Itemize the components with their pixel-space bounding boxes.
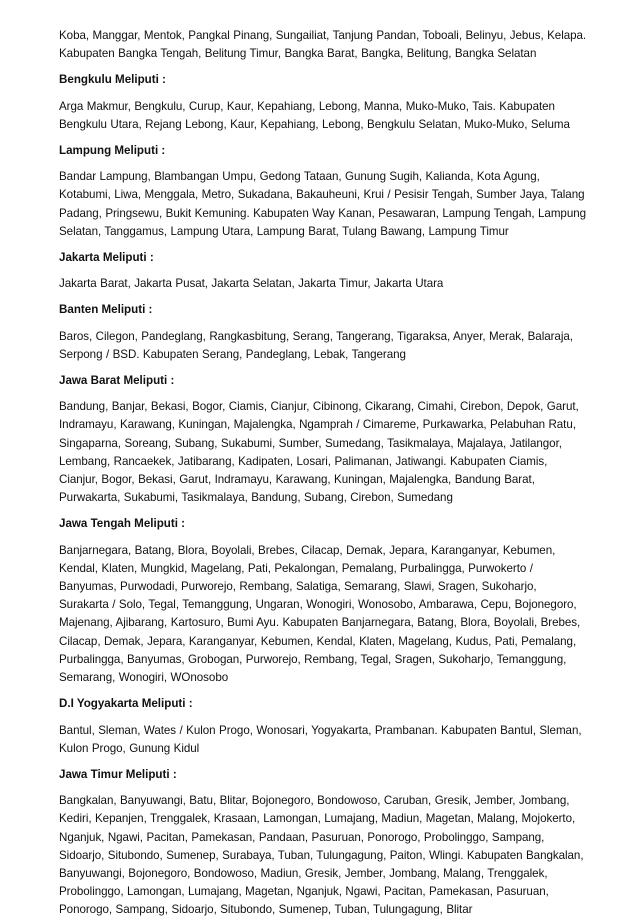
section-text-lampung: Bandar Lampung, Blambangan Umpu, Gedong Tataan, Gunung Sugih, Kalianda, Kota Agung, Kotabumi, Liwa, Menggala, Metro, Sukadana, Bakauheuni, Krui / Pesisir Tengah, Sumber Jaya, Talang Padang, Pringsewu, Bukit Kemuning. Kabupaten Way Kanan, Pesawaran, Lampung Tengah, Lampung Selatan, Tanggamus, Lampung Utara, Lampung Barat, Tulang Bawang, Lampung Timur <box>59 170 587 238</box>
section-heading-jakarta: Jakarta Meliputi : <box>59 251 154 265</box>
section-heading-jawa-tengah: Jawa Tengah Meliputi : <box>59 517 186 531</box>
section-heading-bengkulu: Bengkulu Meliputi : <box>59 73 166 87</box>
section-text-jawa-tengah: Banjarnegara, Batang, Blora, Boyolali, Brebes, Cilacap, Demak, Jepara, Karanganyar, Kebumen, Kendal, Klaten, Mungkid, Magelang, Pati, Pekalongan, Pemalang, Purbalingga, Purwokerto / Banyumas, Purwodadi, Purworejo, Rembang, Salatiga, Semarang, Slawi, Sragen, Sukoharjo, Surakarta / Solo, Tegal, Temanggung, Ungaran, Wonogiri, Wonosobo, Ambarawa, Cepu, Bojonegoro, Majenang, Ajibarang, Kartosuro, Bumi Ayu. Kabupaten Banjarnegara, Batang, Blora, Boyolali, Brebes, Cilacap, Demak, Jepara, Karanganyar, Kebumen, Kendal, Klaten, Magelang, Kudus, Pati, Pemalang, Purbalingga, Banyumas, Grobogan, Purworejo, Rembang, Tegal, Sragen, Sukoharjo, Temanggung, Semarang, Wonogiri, WOnosobo <box>59 543 581 685</box>
section-heading-banten: Banten Meliputi : <box>59 303 153 317</box>
section-heading-lampung: Lampung Meliputi : <box>59 144 166 158</box>
section-heading-yogyakarta: D.I Yogyakarta Meliputi : <box>59 697 193 711</box>
section-text-jakarta: Jakarta Barat, Jakarta Pusat, Jakarta Selatan, Jakarta Timur, Jakarta Utara <box>59 277 444 291</box>
intro-paragraph: Koba, Manggar, Mentok, Pangkal Pinang, Sungailiat, Tanjung Pandan, Toboali, Belinyu, Jebus, Kelapa. Kabupaten Bangka Tengah, Belitung Timur, Bangka Barat, Bangka, Belitung, Bangka Selatan <box>59 29 587 61</box>
section-heading-jawa-barat: Jawa Barat Meliputi : <box>59 374 175 388</box>
section-text-jawa-barat: Bandung, Banjar, Bekasi, Bogor, Ciamis, Cianjur, Cibinong, Cikarang, Cimahi, Cirebon, Depok, Garut, Indramayu, Karawang, Kuningan, Majalengka, Ngamprah / Cimareme, Purkawarka, Pelabuhan Ratu, Singaparna, Soreang, Subang, Sukabumi, Sumber, Sumedang, Tasikmalaya, Majalaya, Jatilangor, Lembang, Rancaekek, Jatibarang, Kadipaten, Losari, Palimanan, Jatiwangi. Kabupaten Ciamis, Cianjur, Bogor, Bekasi, Garut, Indramayu, Karawang, Kuningan, Majalengka, Bandung Barat, Purwakarta, Sukabumi, Tasikmalaya, Bandung, Subang, Cirebon, Sumedang <box>59 400 579 505</box>
section-text-jawa-timur: Bangkalan, Banyuwangi, Batu, Blitar, Bojonegoro, Bondowoso, Caruban, Gresik, Jember, Jombang, Kediri, Kepanjen, Trenggalek, Krasaan, Lamongan, Lumajang, Madiun, Magetan, Malang, Mojokerto, Nganjuk, Ngawi, Pacitan, Pamekasan, Pandaan, Pasuruan, Ponorogo, Probolinggo, Sampang, Sidoarjo, Situbondo, Sumenep, Surabaya, Tuban, Tulungagung, Paiton, Wlingi. Kabupaten Bangkalan, Banyuwangi, Bojonegoro, Bondowoso, Madiun, Gresik, Jember, Jombang, Malang, Trenggalek, Probolinggo, Lamongan, Lumajang, Magetan, Nganjuk, Ngawi, Pacitan, Pamekasan, Pasuruan, Ponorogo, Sampang, Sidoarjo, Situbondo, Sumenep, Tuban, Tulungagung, Blitar <box>59 794 584 917</box>
section-text-bengkulu: Arga Makmur, Bengkulu, Curup, Kaur, Kepahiang, Lebong, Manna, Muko-Muko, Tais. Kabupaten Bengkulu Utara, Rejang Lebong, Kaur, Kepahiang, Lebong, Bengkulu Selatan, Muko-Muko, Seluma <box>59 99 570 131</box>
section-text-banten: Baros, Cilegon, Pandeglang, Rangkasbitung, Serang, Tangerang, Tigaraksa, Anyer, Merak, Balaraja, Serpong / BSD. Kabupaten Serang, Pandeglang, Lebak, Tangerang <box>59 329 573 361</box>
section-text-yogyakarta: Bantul, Sleman, Wates / Kulon Progo, Wonosari, Yogyakarta, Prambanan. Kabupaten Bantul, Sleman, Kulon Progo, Gunung Kidul <box>59 723 582 755</box>
document-page <box>59 27 589 920</box>
section-heading-jawa-timur: Jawa Timur Meliputi : <box>59 767 177 781</box>
